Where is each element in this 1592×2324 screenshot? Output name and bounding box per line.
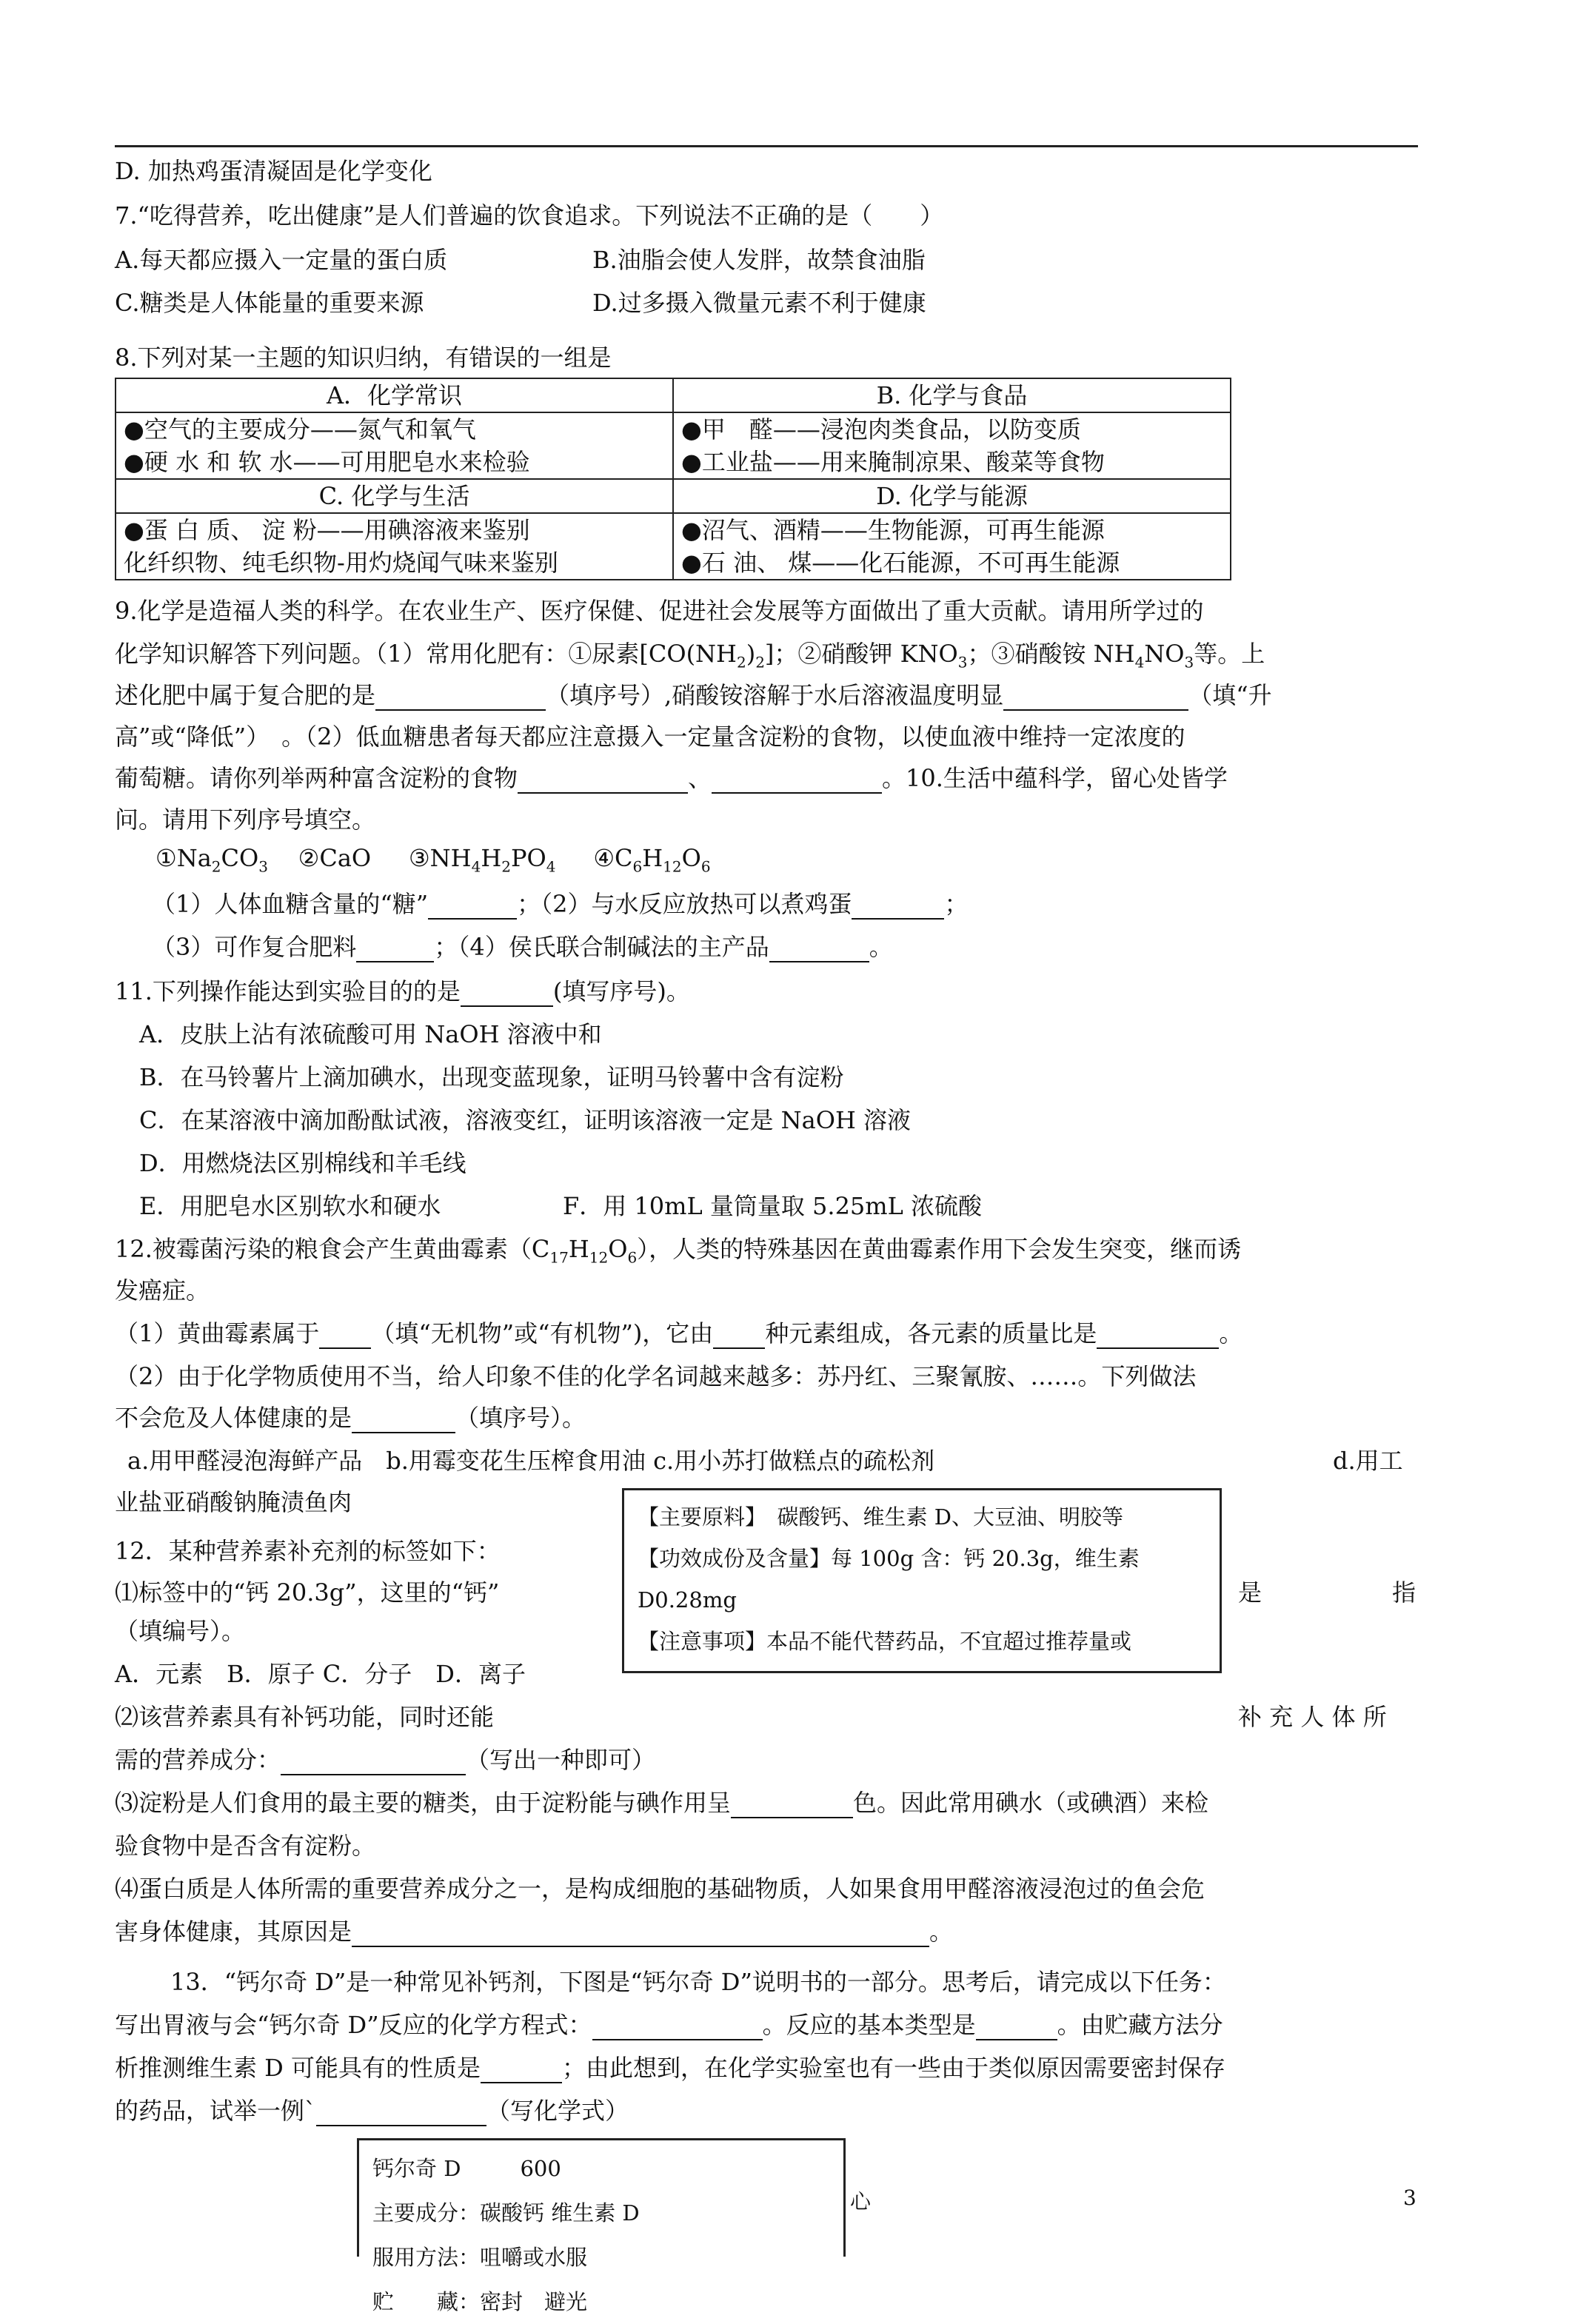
q13-line1: 13．“钙尔奇 D”是一种常见补钙剂，下图是“钙尔奇 D”说明书的一部分。思考后，请完成以下任务： bbox=[170, 1968, 1226, 1996]
q12a-blank-element-count[interactable] bbox=[713, 1321, 765, 1349]
q7-option-b: B.油脂会使人发胖，故禁食油脂 bbox=[592, 246, 926, 274]
q7-option-a: A.每天都应摄入一定量的蛋白质 bbox=[115, 246, 448, 274]
q10-line1: （1）人体血糖含量的“糖” ；（2）与水反应放热可以煮鸡蛋 ； bbox=[152, 890, 969, 918]
q8-d-head: D. 化学与能源 bbox=[673, 479, 1231, 513]
q12b-line5-right: 补 充 人 体 所 bbox=[1238, 1703, 1387, 1731]
calcium-label-ingredients: 主要成分：碳酸钙 维生素 D bbox=[372, 2200, 640, 2226]
q12a-line1: 12.被霉菌污染的粮食会产生黄曲霉素$(C_{17}H_{12}O_6)$，人类的特殊基因在黄曲霉素作用下会发生突变，继而诱 bbox=[115, 1235, 1242, 1267]
q12a-blank-safe-practice[interactable] bbox=[352, 1405, 455, 1433]
q12a-line7: 业盐亚硝酸钠腌渍鱼肉 bbox=[115, 1488, 352, 1516]
q10-options: $①Na_2CO_3$ ②CaO $③NH_4H_2PO_4$ $④C_6H_{12}O_6$ bbox=[155, 844, 711, 876]
q13-line2: 写出胃液与会“钙尔奇 D”反应的化学方程式： 。反应的基本类型是 。由贮藏方法分 bbox=[115, 2011, 1223, 2039]
calcium-label-box bbox=[357, 2138, 846, 2314]
q11-option-d: D．用燃烧法区别棉线和羊毛线 bbox=[139, 1149, 466, 1177]
q7-stem: 7.“吃得营养，吃出健康”是人们普遍的饮食追求。下列说法不正确的是（ ） bbox=[115, 201, 944, 230]
q8-c-body bbox=[116, 513, 673, 580]
q12b-line2-right2: 指 bbox=[1392, 1578, 1417, 1607]
q12a-line3: （1）黄曲霉素属于 （填“无机物”或“有机物”)，它由 种元素组成，各元素的质量比是 。 bbox=[115, 1319, 1243, 1347]
q9-blank-compound-fertilizer[interactable] bbox=[375, 683, 546, 711]
q11-option-c: C．在某溶液中滴加酚酞试液，溶液变红，证明该溶液一定是 NaOH 溶液 bbox=[139, 1106, 912, 1134]
q12a-line6: a.用甲醛浸泡海鲜产品 b.用霉变花生压榨食用油 c.用小苏打做糕点的疏松剂 bbox=[127, 1447, 935, 1475]
q8-a-head: A．化学常识 bbox=[116, 378, 673, 412]
calcium-label-title: 钙尔奇 D 600 bbox=[372, 2156, 561, 2181]
q8-a-line2: ●硬 水 和 软 水——可用肥皂水来检验 bbox=[124, 448, 530, 476]
q9-line2: 化学知识解答下列问题。（1）常用化肥有：①尿素$[CO(NH_2)_2]$；②硝酸钾 $KNO_3$；③硝酸铵 $NH_4NO_3$等。上 bbox=[115, 640, 1265, 672]
q12a-option-d-start: d.用工 bbox=[1333, 1447, 1403, 1475]
q9-blank-food1[interactable] bbox=[518, 766, 688, 794]
q12b-line4: A．元素 B．原子 C．分子 D．离子 bbox=[115, 1660, 526, 1688]
q11-stem: 11.下列操作能达到实验目的的是 (填写序号)。 bbox=[115, 977, 690, 1005]
calcium-label-usage: 服用方法：咀嚼或水服 bbox=[372, 2245, 588, 2270]
q8-b-line2: ●工业盐——用来腌制凉果、酸菜等食物 bbox=[681, 448, 1105, 476]
q7-option-d: D.过多摄入微量元素不利于健康 bbox=[592, 289, 926, 317]
q8-b-line1: ●甲 醛——浸泡肉类食品，以防变质 bbox=[681, 415, 1081, 443]
nutrient-label-box bbox=[622, 1488, 1222, 1673]
q10-blank-4[interactable] bbox=[769, 934, 869, 962]
q12b-line2: ⑴标签中的“钙 20.3g”，这里的“钙” bbox=[115, 1578, 500, 1607]
q8-a-body bbox=[116, 412, 673, 479]
q9-line1: 9.化学是造福人类的科学。在农业生产、医疗保健、促进社会发展等方面做出了重大贡献。请用所学过的 bbox=[115, 597, 1204, 625]
q9-line6: 问。请用下列序号填空。 bbox=[115, 806, 376, 834]
nutrient-label-notice: 【注意事项】本品不能代替药品，不宜超过推荐量或 bbox=[638, 1629, 1132, 1654]
q9-blank-temperature[interactable] bbox=[1003, 683, 1188, 711]
q13-line4: 的药品，试举一例` （写化学式） bbox=[115, 2097, 629, 2125]
q9-blank-food2[interactable] bbox=[712, 766, 882, 794]
q12b-line7: ⑶淀粉是人们食用的最主要的糖类，由于淀粉能与碘作用呈 色。因此常用碘水（或碘酒）来检 bbox=[115, 1789, 1209, 1817]
q12b-line8: 验食物中是否含有淀粉。 bbox=[115, 1832, 376, 1860]
q13-blank-property[interactable] bbox=[481, 2055, 562, 2083]
q10-blank-3[interactable] bbox=[356, 934, 434, 962]
page-number: 3 bbox=[1403, 2186, 1417, 2210]
q12b-line6: 需的营养成分： （写出一种即可） bbox=[115, 1746, 656, 1774]
footer-partial-text: 心 bbox=[850, 2189, 872, 2214]
q12b-blank-reason[interactable] bbox=[352, 1919, 929, 1947]
q8-d-line2: ●石 油、 煤——化石能源，不可再生能源 bbox=[681, 549, 1120, 577]
q12b-line5: ⑵该营养素具有补钙功能，同时还能 bbox=[115, 1703, 495, 1731]
calcium-label-storage: 贮 藏：密封 避光 bbox=[372, 2289, 588, 2314]
option-d-prev: D. 加热鸡蛋清凝固是化学变化 bbox=[115, 157, 432, 185]
q12a-line5: 不会危及人体健康的是 （填序号）。 bbox=[115, 1404, 586, 1432]
q11-blank[interactable] bbox=[461, 979, 553, 1007]
q8-a-line1: ●空气的主要成分——氮气和氧气 bbox=[124, 415, 476, 443]
q8-d-body bbox=[673, 513, 1231, 580]
nutrient-label-content: 【功效成份及含量】每 100g 含：钙 20.3g，维生素 bbox=[638, 1546, 1140, 1571]
q12b-blank-nutrient[interactable] bbox=[281, 1747, 466, 1775]
q9-line5: 葡萄糖。请你列举两种富含淀粉的食物 、 。10.生活中蕴科学，留心处皆学 bbox=[115, 764, 1228, 792]
q8-knowledge-table bbox=[115, 378, 1231, 580]
q12b-line10: 害身体健康，其原因是 。 bbox=[115, 1918, 954, 1946]
q13-blank-equation[interactable] bbox=[592, 2012, 763, 2040]
q8-b-head: B. 化学与食品 bbox=[673, 378, 1231, 412]
nutrient-label-vitamin-d: D0.28mg bbox=[638, 1587, 737, 1613]
q9-line4: 高”或“降低”） 。（2）低血糖患者每天都应注意摄入一定量含淀粉的食物，以使血液中维持一定浓度的 bbox=[115, 723, 1185, 751]
q11-option-e: E．用肥皂水区别软水和硬水 bbox=[139, 1192, 441, 1220]
q12b-line9: ⑷蛋白质是人体所需的重要营养成分之一，是构成细胞的基础物质，人如果食用甲醛溶液浸泡过的鱼会危 bbox=[115, 1875, 1205, 1903]
q8-c-line1: ●蛋 白 质、 淀 粉——用碘溶液来鉴别 bbox=[124, 516, 530, 544]
q12a-blank-class[interactable] bbox=[319, 1321, 371, 1349]
q11-option-f: F．用 10mL 量筒量取 5.25mL 浓硫酸 bbox=[563, 1192, 983, 1220]
q12b-line1: 12．某种营养素补充剂的标签如下： bbox=[115, 1537, 501, 1565]
q9-line3: 述化肥中属于复合肥的是 （填序号）,硝酸铵溶解于水后溶液温度明显 （填“升 bbox=[115, 681, 1272, 709]
q10-line2: （3）可作复合肥料 ；（4）侯氏联合制碱法的主产品 。 bbox=[152, 933, 893, 961]
q8-c-line2: 化纤织物、纯毛织物-用灼烧闻气味来鉴别 bbox=[124, 549, 558, 577]
header-rule bbox=[115, 145, 1418, 147]
q8-b-body bbox=[673, 412, 1231, 479]
q12b-blank-color[interactable] bbox=[731, 1790, 853, 1818]
q10-blank-2[interactable] bbox=[852, 891, 944, 920]
q12a-blank-mass-ratio[interactable] bbox=[1097, 1321, 1219, 1349]
q7-option-c: C.糖类是人体能量的重要来源 bbox=[115, 289, 424, 317]
q10-blank-1[interactable] bbox=[428, 891, 517, 920]
q13-blank-formula[interactable] bbox=[316, 2098, 486, 2126]
q13-line3: 析推测维生素 D 可能具有的性质是 ；由此想到，在化学实验室也有一些由于类似原因需要密封保存 bbox=[115, 2054, 1226, 2082]
q11-option-a: A．皮肤上沾有浓硫酸可用 NaOH 溶液中和 bbox=[139, 1020, 602, 1048]
q12b-line3: （填编号）。 bbox=[115, 1617, 246, 1645]
q8-c-head: C. 化学与生活 bbox=[116, 479, 673, 513]
nutrient-label-ingredients: 【主要原料】 碳酸钙、维生素 D、大豆油、明胶等 bbox=[638, 1504, 1123, 1530]
q13-blank-reaction-type[interactable] bbox=[976, 2012, 1057, 2040]
q8-stem: 8.下列对某一主题的知识归纳，有错误的一组是 bbox=[115, 344, 612, 372]
q12a-line4: （2）由于化学物质使用不当，给人印象不佳的化学名词越来越多：苏丹红、三聚氰胺、……。下列做法 bbox=[115, 1362, 1197, 1390]
q11-option-b: B．在马铃薯片上滴加碘水，出现变蓝现象，证明马铃薯中含有淀粉 bbox=[139, 1063, 844, 1091]
q8-d-line1: ●沼气、酒精——生物能源，可再生能源 bbox=[681, 516, 1105, 544]
q12a-line2: 发癌症。 bbox=[115, 1276, 210, 1305]
q12b-line2-right1: 是 bbox=[1238, 1578, 1262, 1607]
